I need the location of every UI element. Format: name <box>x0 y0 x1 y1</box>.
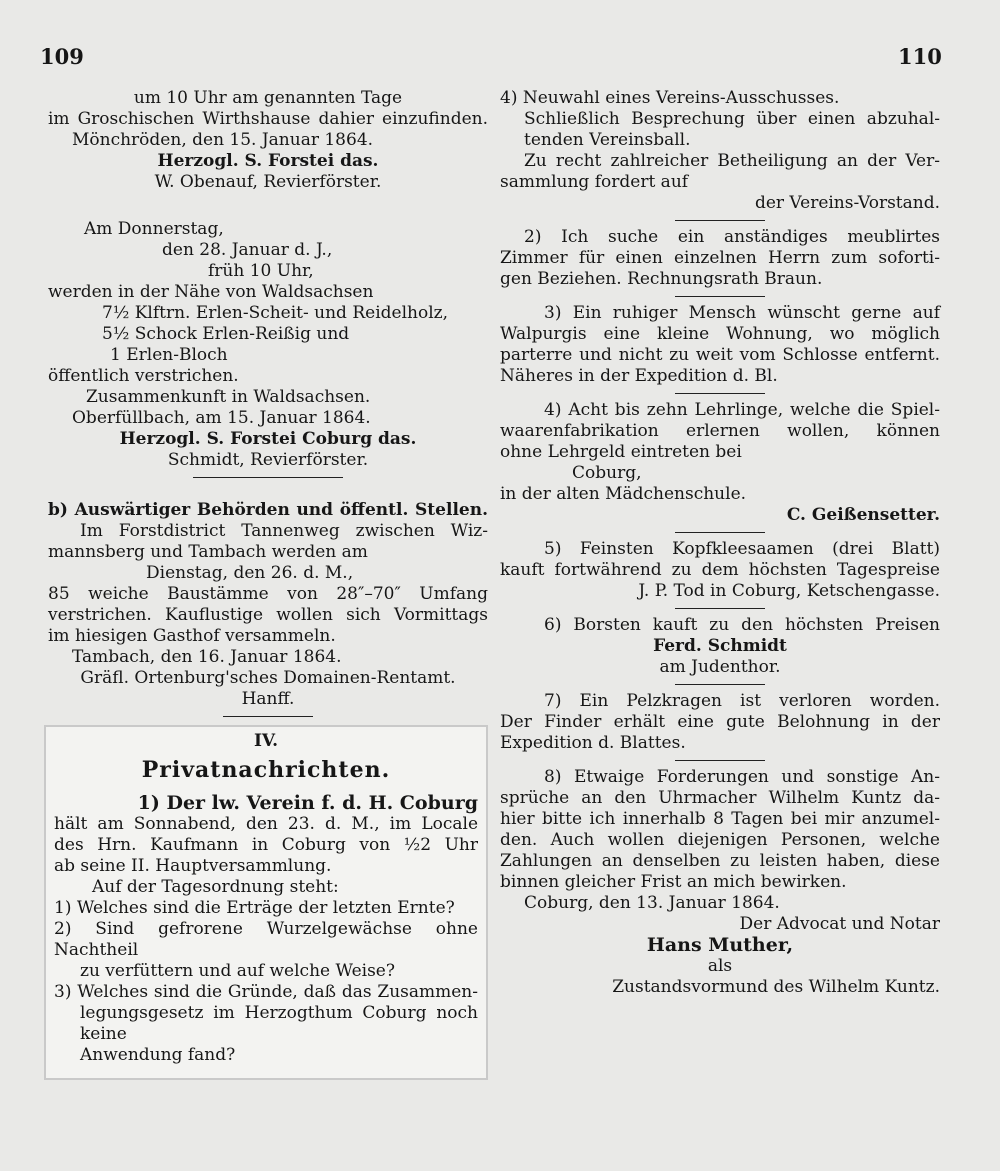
spacer <box>48 193 488 219</box>
text-line: 2) Sind gefrorene Wurzelgewächse ohne Nachtheil <box>54 919 478 960</box>
text-line: Dienstag, den 26. d. M., <box>146 563 354 583</box>
text-line: der Vereins-Vorstand. <box>754 193 940 213</box>
text-line: J. P. Tod in Coburg, Ketschengasse. <box>638 581 940 601</box>
divider-rule <box>675 296 765 297</box>
text-line: am Judenthor. <box>659 657 781 677</box>
text-line: 8) Etwaige Forderungen und sonstige An- <box>544 767 940 787</box>
text-line: 4) Acht bis zehn Lehrlinge, welche die Spiel- <box>544 400 940 420</box>
text-line: Zu recht zahlreicher Betheiligung an der Ver- <box>524 151 940 171</box>
text-line: parterre und nicht zu weit vom Schlosse entfernt. <box>500 345 940 365</box>
text-line: ohne Lehrgeld eintreten bei <box>500 442 742 462</box>
privatnachrichten-box <box>44 725 488 1080</box>
text-line: Gräfl. Ortenburg'sches Domainen-Rentamt. <box>80 668 456 688</box>
text-line: Herzogl. S. Forstei das. <box>157 151 379 171</box>
text-line: im hiesigen Gasthof versammeln. <box>48 626 336 646</box>
text-line: ab seine II. Hauptversammlung. <box>54 856 332 876</box>
spacer <box>48 484 488 500</box>
text-line: den 28. Januar d. J., <box>162 240 333 260</box>
text-line: 1 Erlen-Bloch <box>110 345 228 365</box>
text-line: Im Forstdistrict Tannenweg zwischen Wiz- <box>80 521 488 541</box>
text-line: Zahlungen an denselben zu leisten haben, diese <box>500 851 940 871</box>
text-line: legungsgesetz im Herzogthum Coburg noch keine <box>80 1003 478 1044</box>
text-line: C. Geißensetter. <box>786 505 940 525</box>
text-line: Zimmer für einen einzelnen Herrn zum soforti- <box>500 248 940 268</box>
text-line: Schließlich Besprechung über einen abzuhal- <box>524 109 940 129</box>
text-line: Näheres in der Expedition d. Bl. <box>500 366 778 386</box>
text-line: Zusammenkunft in Waldsachsen. <box>86 387 371 407</box>
text-line: kauft fortwährend zu dem höchsten Tagespreise <box>500 560 940 580</box>
text-line: 1) Der lw. Verein f. d. H. Coburg <box>137 792 478 814</box>
text-line: 5½ Schock Erlen-Reißig und <box>102 324 350 344</box>
section-number: IV. <box>253 731 279 751</box>
text-line: hier bitte ich innerhalb 8 Tagen bei mir anzumel- <box>500 809 940 829</box>
text-line: 3) Ein ruhiger Mensch wünscht gerne auf <box>544 303 940 323</box>
text-line: 7½ Klftrn. Erlen-Scheit- und Reidelholz, <box>102 303 449 323</box>
text-line: Schmidt, Revierförster. <box>167 450 369 470</box>
divider-rule <box>223 716 313 717</box>
text-line: verstrichen. Kauflustige wollen sich Vormittags <box>48 605 488 625</box>
text-line: Oberfüllbach, am 15. Januar 1864. <box>72 408 371 428</box>
text-line: hält am Sonnabend, den 23. d. M., im Locale <box>54 814 478 834</box>
divider-rule <box>675 760 765 761</box>
page-number-right: 110 <box>898 44 942 69</box>
text-line: 2) Ich suche ein anständiges meublirtes <box>524 227 940 247</box>
text-line: 5) Feinsten Kopfkleesaamen (drei Blatt) <box>544 539 940 559</box>
divider-rule <box>675 608 765 609</box>
divider-rule <box>193 477 343 478</box>
text-line: Ferd. Schmidt <box>653 636 787 656</box>
text-line: 7) Ein Pelzkragen ist verloren worden. <box>544 691 940 711</box>
divider-rule <box>675 393 765 394</box>
text-line: gen Beziehen. Rechnungsrath Braun. <box>500 269 823 289</box>
left-column <box>48 88 488 1080</box>
text-line: in der alten Mädchenschule. <box>500 484 747 504</box>
text-line: W. Obenauf, Revierförster. <box>154 172 382 192</box>
text-line: Zustandsvormund des Wilhelm Kuntz. <box>612 977 940 997</box>
text-line: als <box>707 956 733 976</box>
text-line: Coburg, den 13. Januar 1864. <box>524 893 780 913</box>
text-line: im Groschischen Wirthshause dahier einzufinden. <box>48 109 488 129</box>
divider-rule <box>675 220 765 221</box>
text-line: Coburg, <box>572 463 642 483</box>
text-line: Hanff. <box>241 689 295 709</box>
text-line: Mönchröden, den 15. Januar 1864. <box>72 130 374 150</box>
text-line: Der Advocat und Notar <box>739 914 940 934</box>
text-line: sprüche an den Uhrmacher Wilhelm Kuntz da- <box>500 788 940 808</box>
text-line: Tambach, den 16. Januar 1864. <box>72 647 342 667</box>
text-line: b) Auswärtiger Behörden und öffentl. Stellen. <box>48 500 488 520</box>
text-line: öffentlich verstrichen. <box>48 366 239 386</box>
right-column-text <box>500 88 940 998</box>
text-line: binnen gleicher Frist an mich bewirken. <box>500 872 847 892</box>
text-line: 3) Welches sind die Gründe, daß das Zusammen- <box>54 982 478 1002</box>
right-column <box>500 88 940 998</box>
divider-rule <box>675 684 765 685</box>
text-line: Herzogl. S. Forstei Coburg das. <box>119 429 417 449</box>
text-line: sammlung fordert auf <box>500 172 689 192</box>
text-line: 6) Borsten kauft zu den höchsten Preisen <box>544 615 940 635</box>
page-number-left: 109 <box>40 44 84 69</box>
section-heading: Privatnachrichten. <box>141 757 391 783</box>
text-line: um 10 Uhr am genannten Tage <box>133 88 403 108</box>
text-line: waarenfabrikation erlernen wollen, können <box>500 421 940 441</box>
box-text <box>54 793 478 1066</box>
text-line: tenden Vereinsball. <box>524 130 691 150</box>
text-line: Anwendung fand? <box>80 1045 236 1065</box>
text-line: Expedition d. Blattes. <box>500 733 686 753</box>
text-line: den. Auch wollen diejenigen Personen, welche <box>500 830 940 850</box>
text-line: 4) Neuwahl eines Vereins-Ausschusses. <box>500 88 840 108</box>
text-line: 1) Welches sind die Erträge der letzten Ernte? <box>54 898 455 918</box>
text-line: Hans Muther, <box>646 934 794 956</box>
text-line: Walpurgis eine kleine Wohnung, wo möglich <box>500 324 940 344</box>
divider-rule <box>675 532 765 533</box>
text-line: Auf der Tagesordnung steht: <box>92 877 339 897</box>
text-line: Der Finder erhält eine gute Belohnung in der <box>500 712 940 732</box>
text-line: zu verfüttern und auf welche Weise? <box>80 961 395 981</box>
text-line: des Hrn. Kaufmann in Coburg von ½2 Uhr <box>54 835 478 855</box>
text-line: mannsberg und Tambach werden am <box>48 542 368 562</box>
text-line: früh 10 Uhr, <box>208 261 314 281</box>
left-column-text <box>48 88 488 717</box>
text-line: 85 weiche Baustämme von 28″–70″ Umfang <box>48 584 488 604</box>
text-line: werden in der Nähe von Waldsachsen <box>48 282 374 302</box>
text-line: Am Donnerstag, <box>84 219 224 239</box>
